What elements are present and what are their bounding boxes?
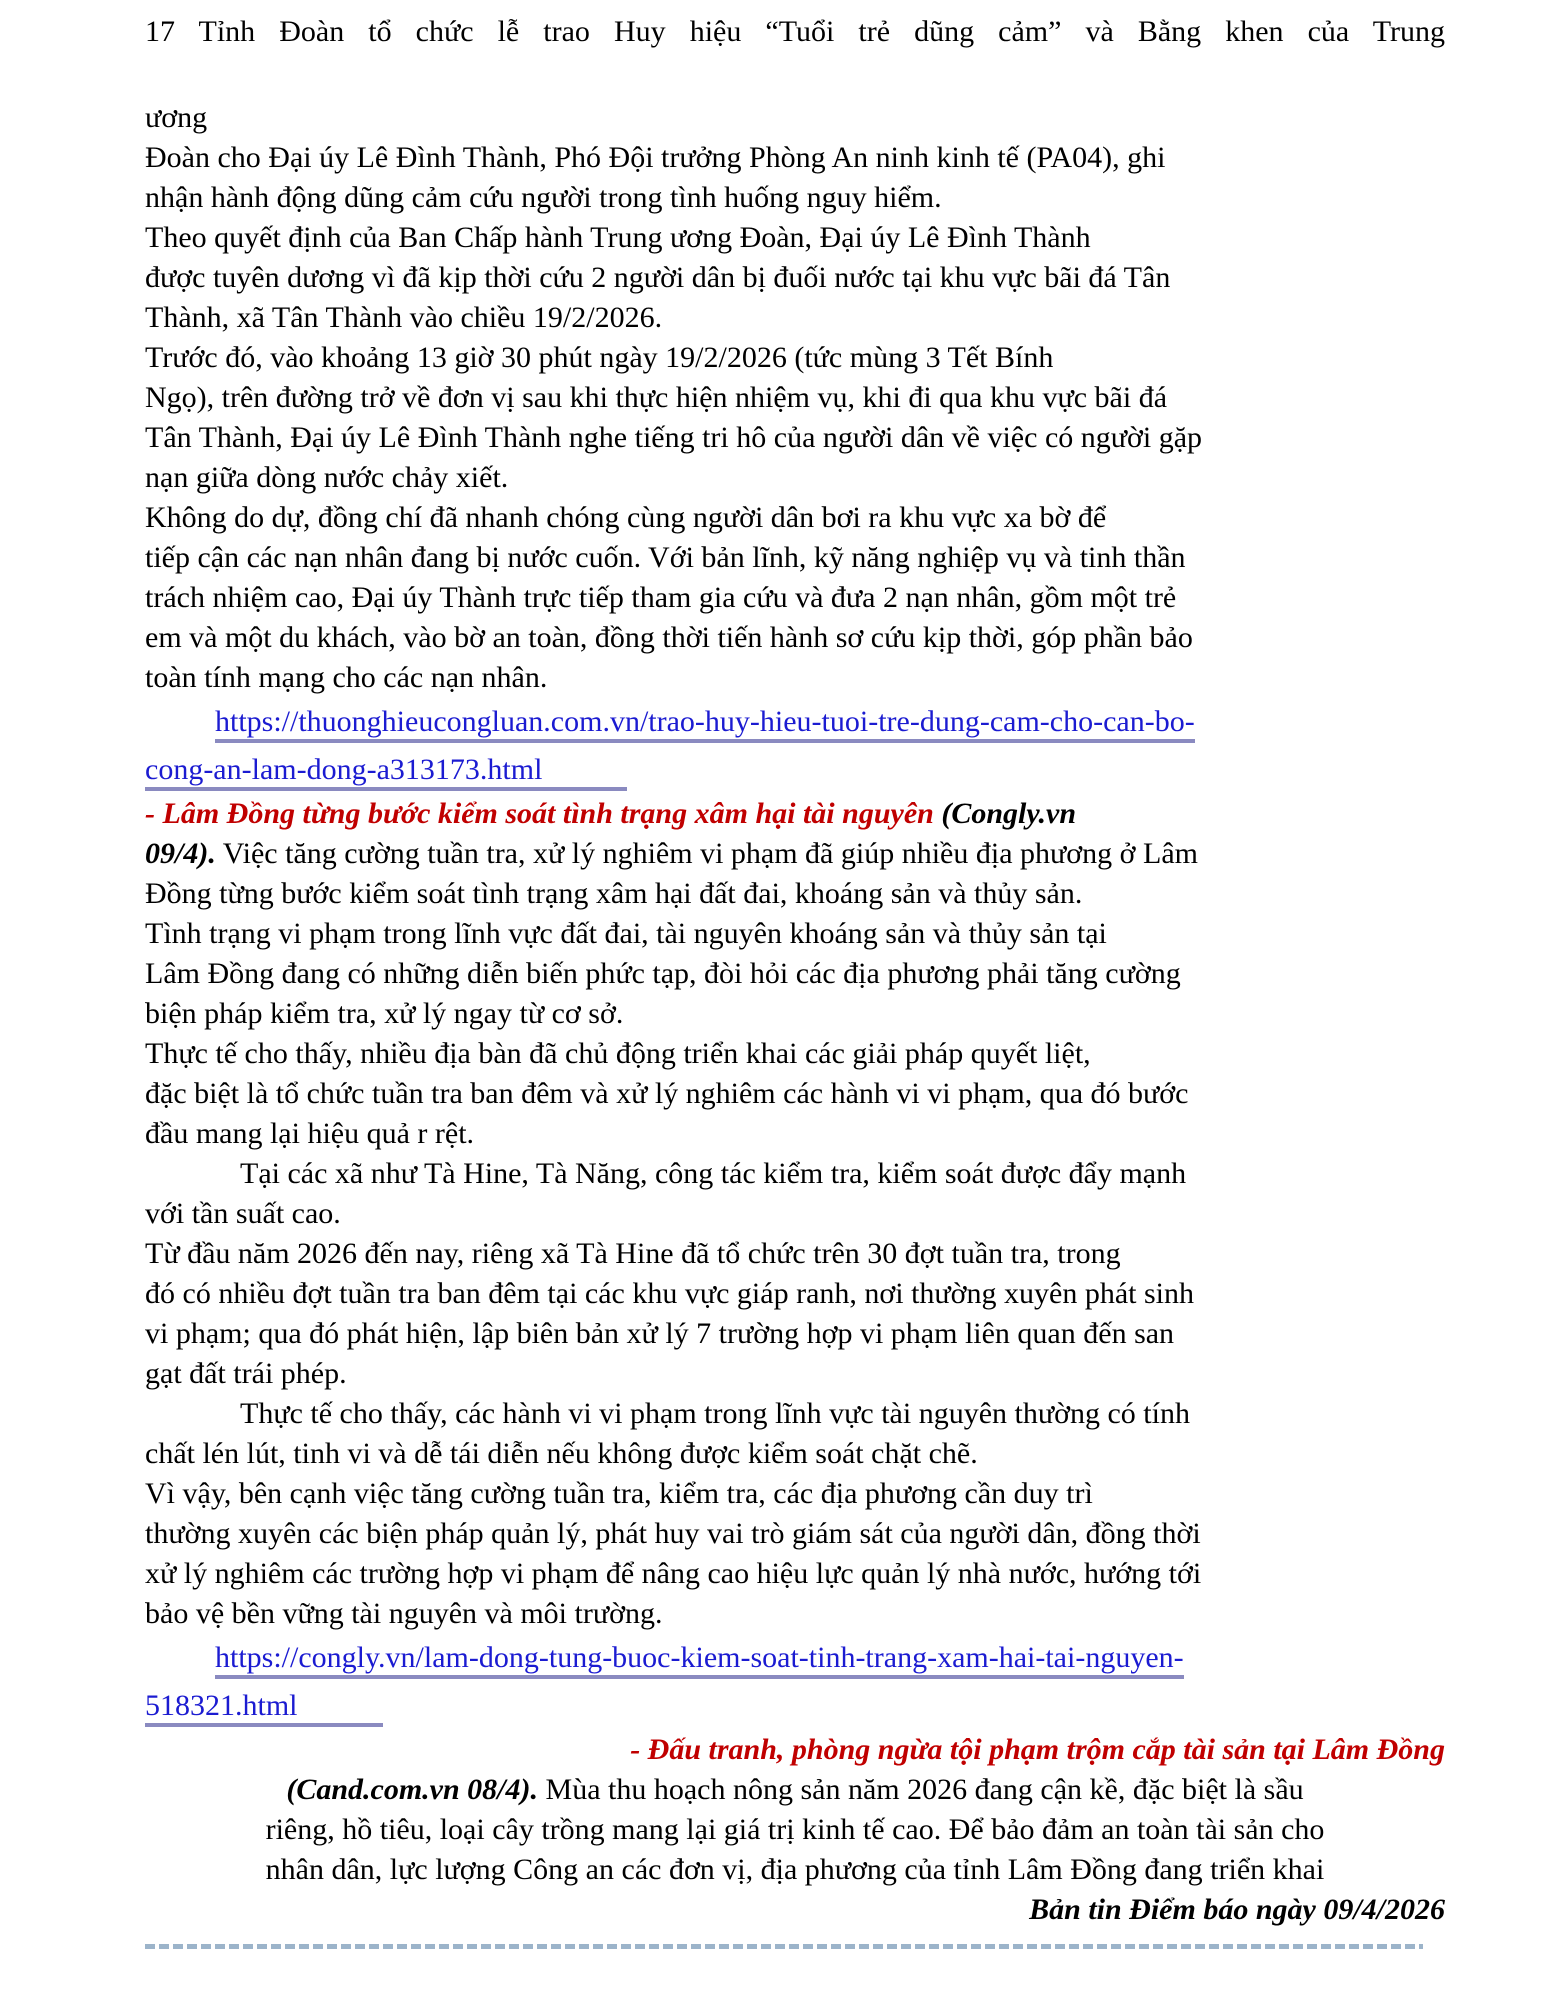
body-line: vi phạm; qua đó phát hiện, lập biên bản xử lý 7 trường hợp vi phạm liên quan đến san (145, 1317, 1175, 1350)
body-line: Trước đó, vào khoảng 13 giờ 30 phút ngày 19/2/2026 (tức mùng 3 Tết Bính (145, 341, 1054, 374)
body-line: Lâm Đồng đang có những diễn biến phức tạp, đòi hỏi các địa phương phải tăng cường (145, 957, 1181, 990)
body-line: Từ đầu năm 2026 đến nay, riêng xã Tà Hine đã tổ chức trên 30 đợt tuần tra, trong (145, 1237, 1121, 1270)
body-line: gạt đất trái phép. (145, 1357, 347, 1390)
article1-hyperlink-line1[interactable]: https://thuonghieucongluan.com.vn/trao-huy-hieu-tuoi-tre-dung-cam-cho-can-bo- (215, 705, 1195, 743)
article2-lead-text: Việc tăng cường tuần tra, xử lý nghiêm vi phạm đã giúp nhiều địa phương ở Lâm (215, 837, 1198, 870)
body-line: Ngọ), trên đường trở về đơn vị sau khi thực hiện nhiệm vụ, khi đi qua khu vực bãi đá (145, 381, 1168, 414)
body-line: đặc biệt là tổ chức tuần tra ban đêm và xử lý nghiêm các hành vi vi phạm, qua đó bước (145, 1077, 1189, 1110)
body-line: ương (145, 101, 208, 134)
body-line: Đồng từng bước kiểm soát tình trạng xâm hại đất đai, khoáng sản và thủy sản. (145, 877, 1083, 910)
article1-link-row (145, 698, 1445, 746)
article3-lead-text: Mùa thu hoạch nông sản năm 2026 đang cận kề, đặc biệt là sầu (538, 1773, 1304, 1806)
body-line: Tại các xã như Tà Hine, Tà Năng, công tác kiểm tra, kiểm soát được đẩy mạnh (240, 1157, 1187, 1190)
body-line: nhận hành động dũng cảm cứu người trong tình huống nguy hiểm. (145, 181, 942, 214)
article3-source: (Cand.com.vn 08/4). (286, 1773, 539, 1806)
article2-heading-line (145, 794, 1445, 834)
body-line: thường xuyên các biện pháp quản lý, phát huy vai trò giám sát của người dân, đồng thời (145, 1517, 1201, 1550)
body-line: Thành, xã Tân Thành vào chiều 19/2/2026. (145, 301, 663, 334)
body-line: Vì vậy, bên cạnh việc tăng cường tuần tra, kiểm tra, các địa phương cần duy trì (145, 1477, 1093, 1510)
body-line: Đoàn cho Đại úy Lê Đình Thành, Phó Đội trưởng Phòng An ninh kinh tế (PA04), ghi (145, 141, 1166, 174)
body-line: em và một du khách, vào bờ an toàn, đồng thời tiến hành sơ cứu kịp thời, góp phần bảo (145, 621, 1193, 654)
article2-hyperlink-line2[interactable]: 518321.html (145, 1689, 383, 1727)
body-line: tiếp cận các nạn nhân đang bị nước cuốn. Với bản lĩnh, kỹ năng nghiệp vụ và tinh thần (145, 541, 1186, 574)
body-line: toàn tính mạng cho các nạn nhân. (145, 661, 548, 694)
article2-lead-line (145, 834, 1445, 874)
article2-link-row (145, 1634, 1445, 1682)
body-line: trách nhiệm cao, Đại úy Thành trực tiếp tham gia cứu và đưa 2 nạn nhân, gồm một trẻ (145, 581, 1177, 614)
body-line: Thực tế cho thấy, nhiều địa bàn đã chủ động triển khai các giải pháp quyết liệt, (145, 1037, 1091, 1070)
body-line: đầu mang lại hiệu quả r rệt. (145, 1117, 475, 1150)
article2-heading-red: - Lâm Đồng từng bước kiểm soát tình trạng xâm hại tài nguyên (145, 797, 942, 830)
body-line: được tuyên dương vì đã kịp thời cứu 2 người dân bị đuối nước tại khu vực bãi đá Tân (145, 261, 1171, 294)
body-line: nhân dân, lực lượng Công an các đơn vị, địa phương của tỉnh Lâm Đồng đang triển khai (265, 1853, 1325, 1886)
body-line: bảo vệ bền vững tài nguyên và môi trường. (145, 1597, 663, 1630)
body-line: biện pháp kiểm tra, xử lý ngay từ cơ sở. (145, 997, 624, 1030)
body-line: với tần suất cao. (145, 1197, 341, 1230)
body-line: riêng, hồ tiêu, loại cây trồng mang lại giá trị kinh tế cao. Để bảo đảm an toàn tài sản cho (265, 1813, 1325, 1846)
body-line: Theo quyết định của Ban Chấp hành Trung ương Đoàn, Đại úy Lê Đình Thành (145, 221, 1091, 254)
body-line: nạn giữa dòng nước chảy xiết. (145, 461, 509, 494)
body-line: chất lén lút, tinh vi và dễ tái diễn nếu không được kiểm soát chặt chẽ. (145, 1437, 978, 1470)
body-line: Thực tế cho thấy, các hành vi vi phạm trong lĩnh vực tài nguyên thường có tính (240, 1397, 1190, 1430)
article2-link-row (145, 1682, 1445, 1730)
footer-credit: Bản tin Điểm báo ngày 09/4/2026 (1029, 1893, 1445, 1926)
article2-source: (Congly.vn (941, 797, 1077, 830)
article1-title-line: 17 Tỉnh Đoàn tổ chức lễ trao Huy hiệu “Tuổi trẻ dũng cảm” và Bằng khen của Trung (145, 15, 1445, 48)
article3-heading-line (145, 1730, 1445, 1770)
body-line: đó có nhiều đợt tuần tra ban đêm tại các khu vực giáp ranh, nơi thường xuyên phát sinh (145, 1277, 1195, 1310)
body-line: Tân Thành, Đại úy Lê Đình Thành nghe tiếng tri hô của người dân về việc có người gặp (145, 421, 1203, 454)
article1-link-row (145, 746, 1445, 794)
article3-lead-line (145, 1770, 1445, 1810)
article3-heading-red: - Đấu tranh, phòng ngừa tội phạm trộm cắp tài sản tại Lâm Đồng (630, 1733, 1445, 1766)
body-line: Tình trạng vi phạm trong lĩnh vực đất đai, tài nguyên khoáng sản và thủy sản tại (145, 917, 1107, 950)
article1-hyperlink-line2[interactable]: cong-an-lam-dong-a313173.html (145, 753, 627, 791)
dashed-divider (145, 1944, 1423, 1949)
article2-source-cont: 09/4). (145, 837, 216, 870)
body-line: xử lý nghiêm các trường hợp vi phạm để nâng cao hiệu lực quản lý nhà nước, hướng tới (145, 1557, 1202, 1590)
article2-hyperlink-line1[interactable]: https://congly.vn/lam-dong-tung-buoc-kiem-soat-tinh-trang-xam-hai-tai-nguyen- (215, 1641, 1184, 1679)
body-line: Không do dự, đồng chí đã nhanh chóng cùng người dân bơi ra khu vực xa bờ để (145, 501, 1107, 534)
